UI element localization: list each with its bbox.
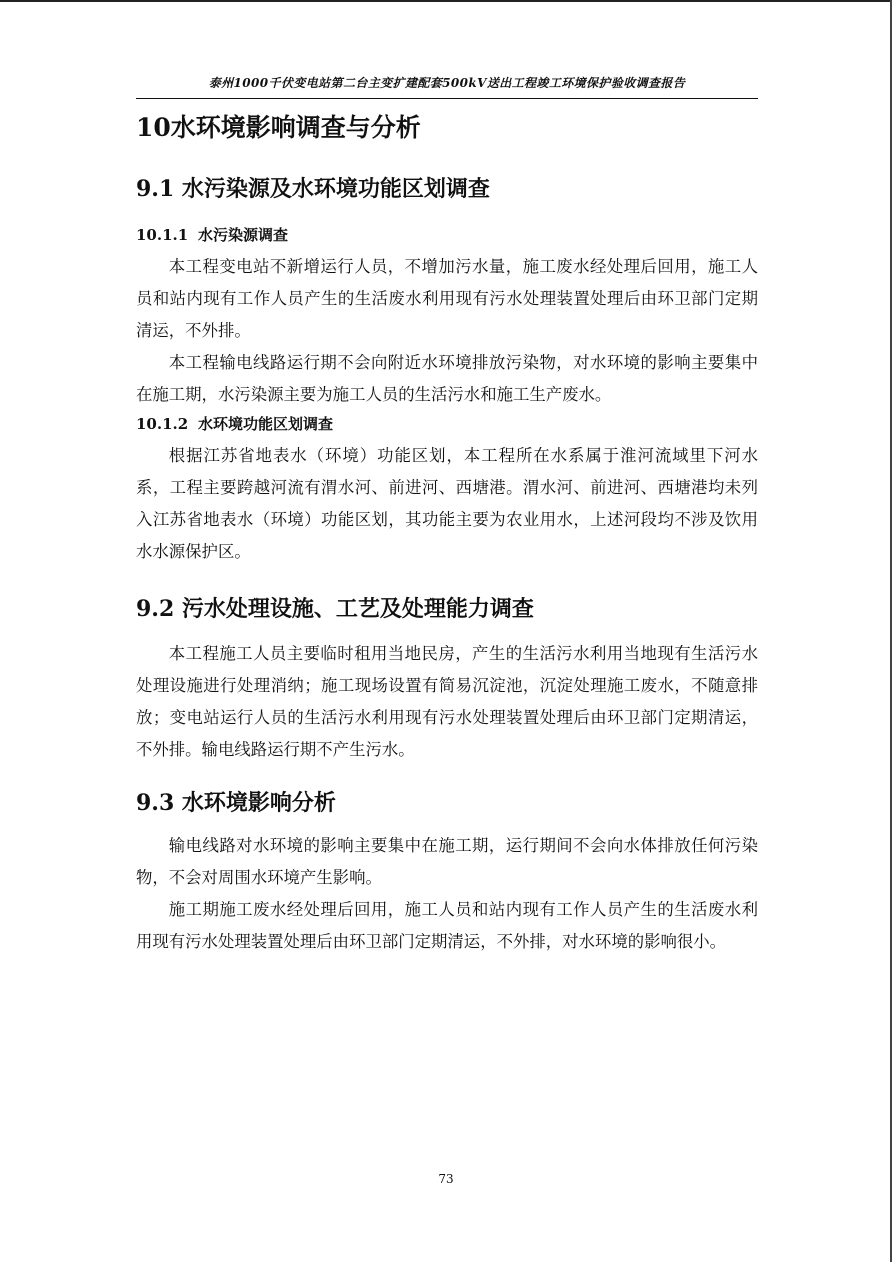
- running-header: 泰州1000千伏变电站第二台主变扩建配套500kV送出工程竣工环境保护验收调查报告: [208, 76, 686, 90]
- paragraph: 根据江苏省地表水（环境）功能区划，本工程所在水系属于淮河流域里下河水系，工程主要跨越河流有渭水河、前进河、西塘港。渭水河、前进河、西塘港均未列入江苏省地表水（环境）功能区划，其功能主要为农业用水，上述河段均不涉及饮用水水源保护区。: [136, 446, 758, 561]
- header-rule: [136, 98, 758, 99]
- section-9-1: [136, 174, 758, 568]
- section-title: 9.3 水环境影响分析: [136, 790, 336, 816]
- subsection-label: 水环境功能区划调查: [198, 415, 334, 433]
- subsection-label: 水污染源调查: [198, 226, 289, 244]
- paragraph: 输电线路对水环境的影响主要集中在施工期，运行期间不会向水体排放任何污染物，不会对周围水环境产生影响。: [136, 836, 758, 887]
- subsection-title: [136, 411, 758, 437]
- subsection-title: [136, 222, 758, 248]
- subsection-number: 10.1.2: [136, 415, 189, 433]
- section-title: 9.1 水污染源及水环境功能区划调查: [136, 176, 490, 202]
- page-number: 73: [438, 1172, 454, 1186]
- paragraph: 本工程施工人员主要临时租用当地民房，产生的生活污水利用当地现有生活污水处理设施进行处理消纳；施工现场设置有简易沉淀池，沉淀处理施工废水，不随意排放；变电站运行人员的生活污水利用现有污水处理装置处理后由环卫部门定期清运，不外排。输电线路运行期不产生污水。: [136, 644, 758, 759]
- paragraph: 本工程变电站不新增运行人员，不增加污水量，施工废水经处理后回用，施工人员和站内现有工作人员产生的生活废水利用现有污水处理装置处理后由环卫部门定期清运，不外排。: [136, 257, 758, 340]
- paragraph: 施工期施工废水经处理后回用，施工人员和站内现有工作人员产生的生活废水利用现有污水处理装置处理后由环卫部门定期清运，不外排，对水环境的影响很小。: [136, 900, 758, 951]
- subsection-number: 10.1.1: [136, 226, 189, 244]
- section-title: 9.2 污水处理设施、工艺及处理能力调查: [136, 596, 534, 622]
- section-9-3: [136, 788, 758, 958]
- document-body: [136, 106, 758, 958]
- section-9-2: [136, 594, 758, 766]
- page-top-border: [0, 0, 892, 2]
- paragraph: 本工程输电线路运行期不会向附近水环境排放污染物，对水环境的影响主要集中在施工期，水污染源主要为施工人员的生活污水和施工生产废水。: [136, 353, 758, 404]
- chapter-title: 10水环境影响调查与分析: [136, 113, 421, 142]
